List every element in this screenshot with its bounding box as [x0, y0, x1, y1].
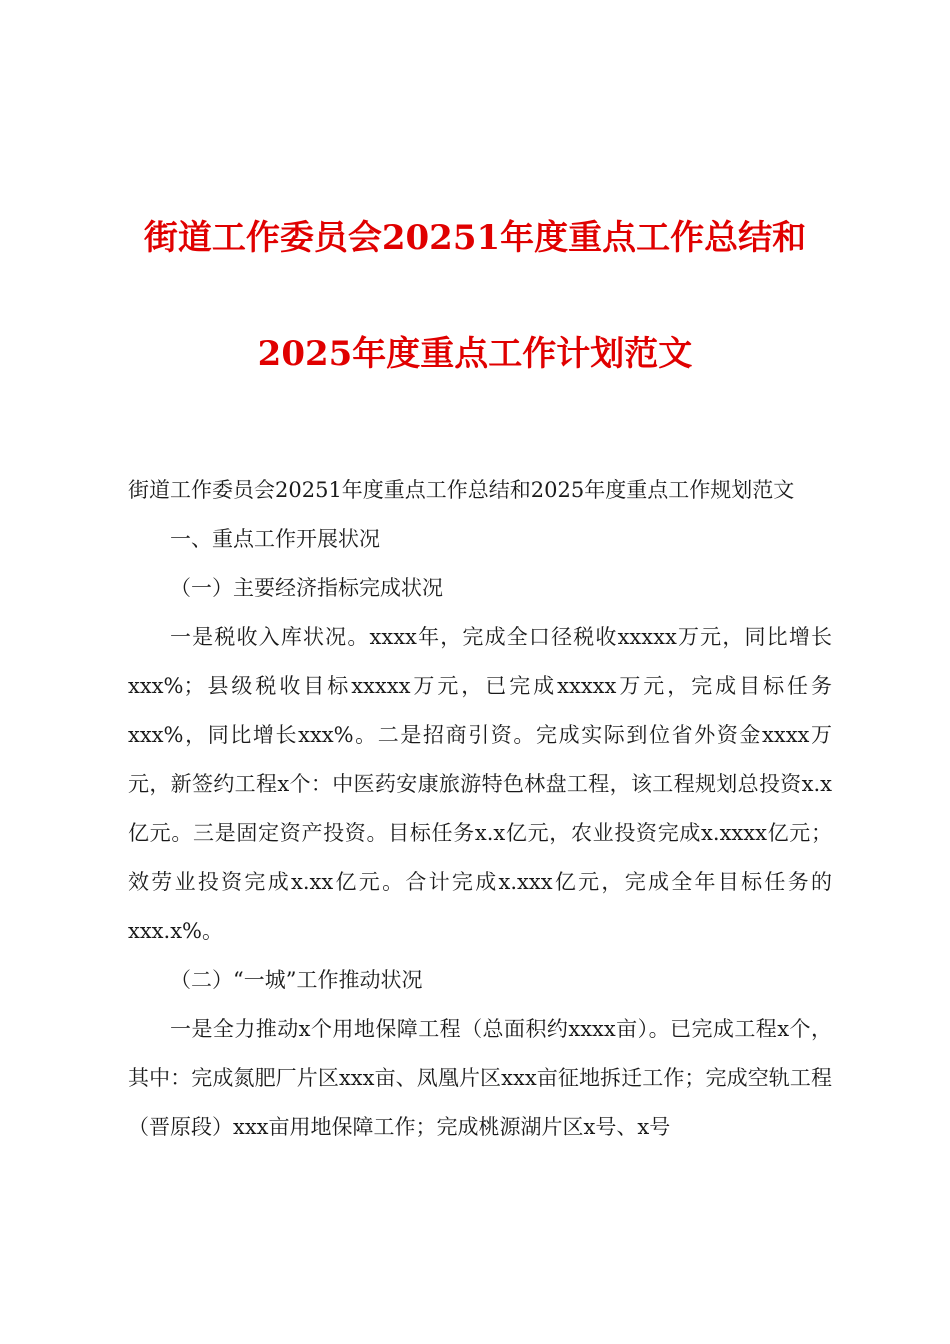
paragraph-economic-indicators: 一是税收入库状况。xxxx年，完成全口径税收xxxxx万元，同比增长xxx%；县级税收目标xxxxx万元，已完成xxxxx万元，完成目标任务xxx%，同比增长xxx%。二是招商引资。完成实际到位省外资金xxxx万元，新签约工程x个：中医药安康旅游特色林盘工程，该工程规划总投资x.x亿元。三是固定资产投资。目标任务x.x亿元，农业投资完成x.xxxx亿元；效劳业投资完成x.xx亿元。合计完成x.xxx亿元，完成全年目标任务的xxx.x%。 [128, 625, 832, 943]
paragraph-land-projects: 一是全力推动x个用地保障工程（总面积约xxxx亩）。已完成工程x个，其中：完成氮肥厂片区xxx亩、凤凰片区xxx亩征地拆迁工作；完成空轨工程（晋原段）xxx亩用地保障工作；完成桃源湖片区x号、x号 [128, 1017, 832, 1139]
subsection-heading-1: （一）主要经济指标完成状况 [170, 576, 443, 600]
paragraph-doc-name: 街道工作委员会20251年度重点工作总结和2025年度重点工作规划范文 [128, 478, 795, 502]
document-title-line-2: 2025年度重点工作计划范文 [257, 334, 693, 374]
document-title-line-1: 街道工作委员会20251年度重点工作总结和 [143, 218, 807, 258]
document-body [128, 466, 832, 1152]
subsection-heading-2: （二）“一城”工作推动状况 [170, 968, 423, 992]
section-heading-1: 一、重点工作开展状况 [170, 527, 380, 551]
